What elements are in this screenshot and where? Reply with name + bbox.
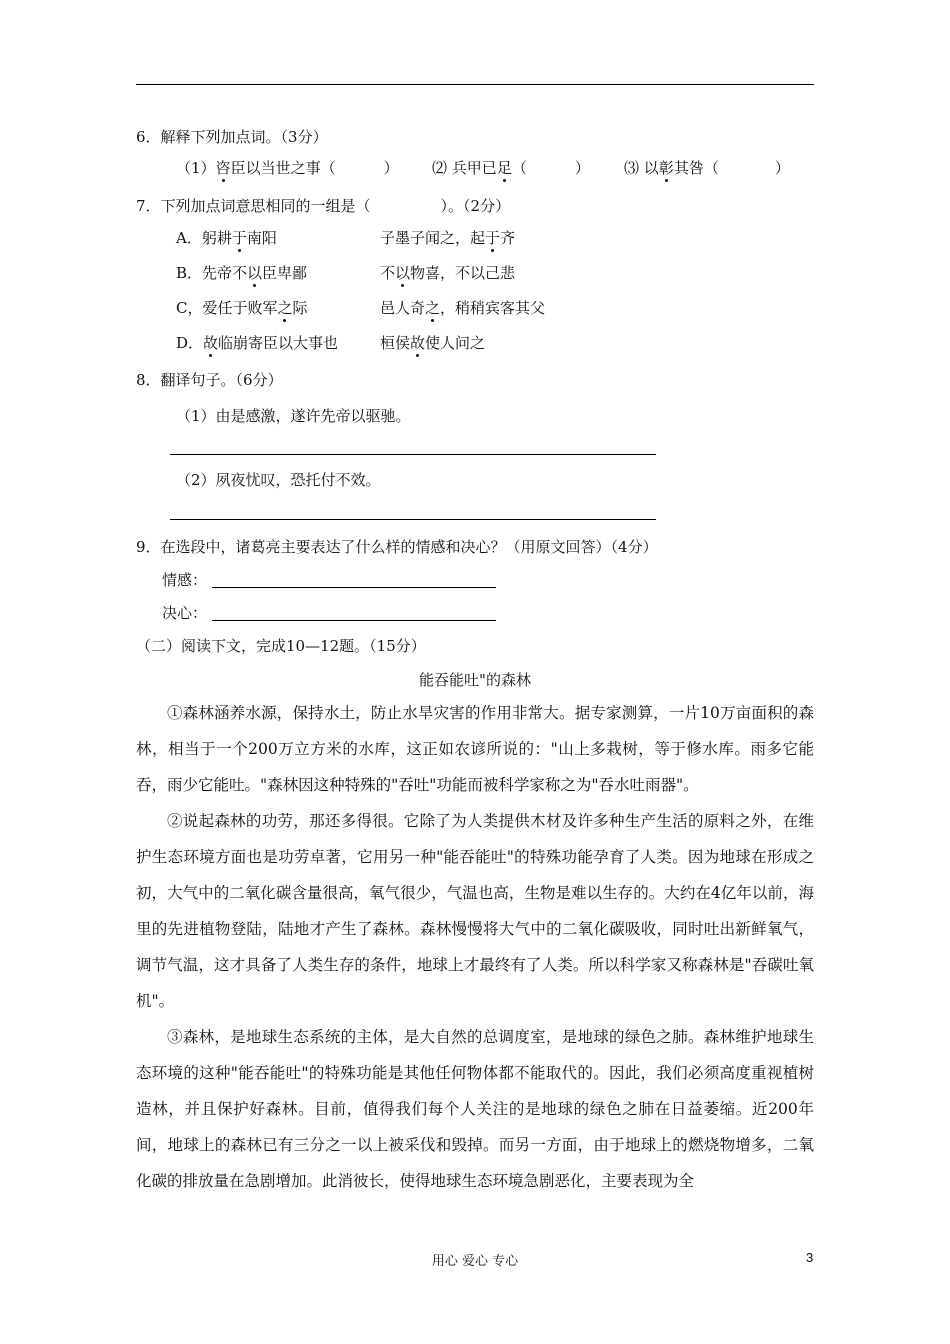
q7-option-c-left: C，爱任于败军之际: [176, 299, 308, 317]
article-title: 能吞能吐"的森林: [419, 671, 531, 689]
q8-answer-line-2[interactable]: [170, 519, 656, 520]
section2-heading: （二）阅读下文，完成10—12题。（15分）: [136, 637, 426, 655]
q7-option-a-left: A．躬耕于南阳: [176, 229, 277, 247]
q8-sentence-2: （2）夙夜忧叹，恐托付不效。: [176, 471, 381, 489]
q6-item-1: （1）咨臣以当世之事（ ）: [176, 159, 399, 177]
q7-title: 7．下列加点词意思相同的一组是（ ）。（2分）: [136, 197, 511, 215]
article-body: [136, 695, 814, 1199]
q7-option-a-right: 子墨子闻之，起于齐: [380, 229, 516, 247]
q6-item-3: ⑶ 以彰其咎（ ）: [624, 159, 790, 177]
q8-answer-line-1[interactable]: [170, 454, 656, 455]
article-paragraph-1: ①森林涵养水源，保持水土，防止水旱灾害的作用非常大。据专家测算，一片10万亩面积的森林，相当于一个200万立方米的水库，这正如农谚所说的："山上多栽树，等于修水库。雨多它能吞，雨少它能吐。"森林因这种特殊的"吞吐"功能而被科学家称之为"吞水吐雨器"。: [136, 704, 814, 794]
q9-label-resolve: 决心：: [162, 604, 208, 622]
q6-item-3-dotted: 彰: [658, 159, 674, 177]
q6-title: 6．解释下列加点词。（3分）: [136, 128, 328, 146]
q7-option-b-right: 不以物喜，不以己悲: [380, 264, 516, 282]
q7-option-b-left: B．先帝不以臣卑鄙: [176, 264, 308, 282]
q9-label-emotion: 情感：: [162, 571, 208, 589]
page-number: 3: [806, 1250, 814, 1265]
footer-motto: 用心 爱心 专心: [431, 1254, 519, 1269]
q9-emotion-answer-line[interactable]: [212, 587, 496, 588]
q6-item-1-dotted: 咨: [215, 159, 231, 177]
article-paragraph-2: ②说起森林的功劳，那还多得很。它除了为人类提供木材及许多种生产生活的原料之外，在维护生态环境方面也是功劳卓著，它用另一种"能吞能吐"的特殊功能孕育了人类。因为地球在形成之初，大气中的二氧化碳含量很高，氧气很少，气温也高，生物是难以生存的。大约在4亿年以前，海里的先进植物登陆，陆地才产生了森林。森林慢慢将大气中的二氧化碳吸收，同时吐出新鲜氧气，调节气温，这才具备了人类生存的条件，地球上才最终有了人类。所以科学家又称森林是"吞碳吐氧机"。: [136, 812, 814, 1010]
q9-resolve-answer-line[interactable]: [212, 620, 496, 621]
article-paragraph-3: ③森林，是地球生态系统的主体，是大自然的总调度室，是地球的绿色之肺。森林维护地球生态环境的这种"能吞能吐"的特殊功能是其他任何物体都不能取代的。因此，我们必须高度重视植树造林，并且保护好森林。目前，值得我们每个人关注的是地球的绿色之肺在日益萎缩。近200年间，地球上的森林已有三分之一以上被采伐和毁掉。而另一方面，由于地球上的燃烧物增多，二氧化碳的排放量在急剧增加。此消彼长，使得地球生态环境急剧恶化，主要表现为全: [136, 1028, 814, 1190]
q8-sentence-1: （1）由是感激，遂许先帝以驱驰。: [176, 407, 411, 425]
q9-title: 9．在选段中，诸葛亮主要表达了什么样的情感和决心？（用原文回答）（4分）: [136, 538, 658, 556]
q6-item-2-dotted: 足: [496, 159, 512, 177]
q6-item-2: ⑵ 兵甲已足（ ）: [432, 159, 590, 177]
q7-option-d-right: 桓侯故使人问之: [380, 334, 486, 352]
q8-title: 8．翻译句子。（6分）: [136, 371, 283, 389]
header-rule: [136, 84, 814, 85]
q7-option-d-left: D．故临崩寄臣以大事也: [176, 334, 339, 352]
q7-option-c-right: 邑人奇之，稍稍宾客其父: [380, 299, 546, 317]
